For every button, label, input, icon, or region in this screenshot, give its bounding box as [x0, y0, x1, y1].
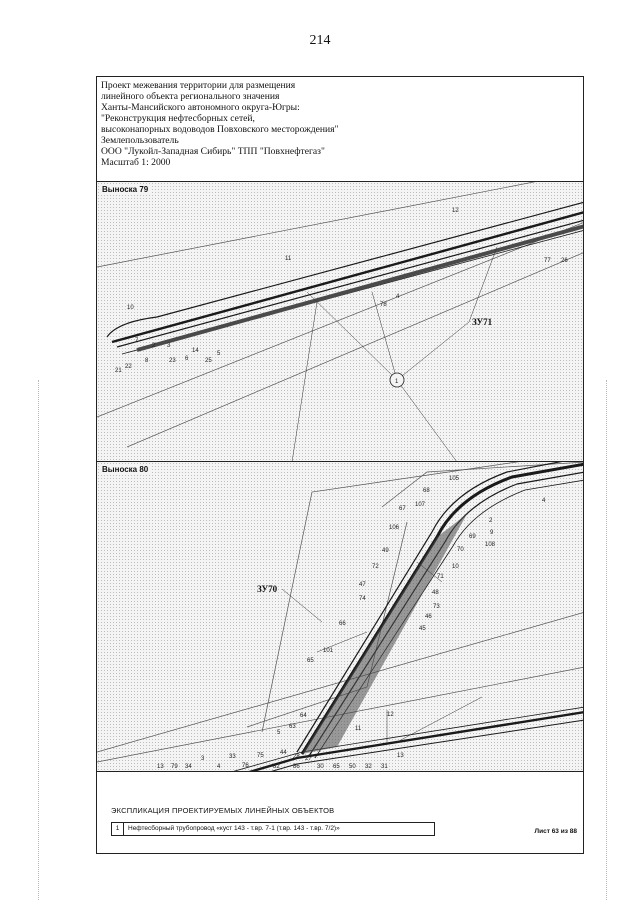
point-label: 21 [115, 368, 122, 374]
explication-title: ЭКСПЛИКАЦИЯ ПРОЕКТИРУЕМЫХ ЛИНЕЙНЫХ ОБЪЕКТОВ [111, 806, 335, 815]
point-label: 28 [293, 754, 300, 760]
point-label: 26 [561, 258, 568, 264]
point-label: 11 [355, 726, 362, 732]
point-label: 106 [389, 525, 400, 531]
point-label: 82 [273, 764, 280, 770]
point-label: 14 [192, 348, 199, 354]
callout-80-drawing [97, 462, 583, 772]
point-label: 9 [490, 530, 494, 536]
point-label: 75 [257, 753, 264, 759]
point-label: 5 [277, 730, 281, 736]
point-label: 7 [135, 338, 139, 344]
callout-79-drawing [97, 182, 583, 462]
point-label: 107 [415, 502, 426, 508]
scan-edge-right [606, 380, 607, 900]
point-label: 63 [289, 724, 296, 730]
point-label: 2 [489, 518, 493, 524]
scan-edge-left [38, 380, 39, 900]
node-label: 1 [395, 379, 399, 385]
point-label: 6 [185, 356, 189, 362]
point-label: 64 [300, 713, 307, 719]
point-label: 105 [449, 476, 460, 482]
point-label: 45 [419, 626, 426, 632]
point-label: 108 [485, 542, 496, 548]
point-label: 44 [280, 750, 287, 756]
point-label: 10 [127, 305, 134, 311]
point-label: 72 [372, 564, 379, 570]
point-label: 33 [229, 754, 236, 760]
explication-row-text: Нефтесборный трубопровод «куст 143 - т.вр. 7-1 (т.вр. 143 - т.вр. 7/2)» [128, 825, 340, 832]
point-label: 67 [399, 506, 406, 512]
title-line: "Реконструкция нефтесборных сетей, [101, 113, 255, 124]
title-block [97, 77, 583, 182]
point-label: 68 [423, 488, 430, 494]
point-label: 71 [437, 574, 444, 580]
point-label: 101 [323, 648, 334, 654]
point-label: 34 [185, 764, 192, 770]
point-label: 13 [397, 753, 404, 759]
land-user-name: ООО "Лукойл-Западная Сибирь" ТПП "Повхнефтегаз" [101, 146, 325, 157]
point-label: 73 [433, 604, 440, 610]
point-label: 4 [217, 764, 221, 770]
point-label: 4 [396, 294, 400, 300]
point-label: 3 [167, 343, 171, 349]
explication-section [97, 772, 583, 855]
point-label: 25 [205, 358, 212, 364]
point-label: 31 [381, 764, 388, 770]
point-label: 77 [544, 258, 551, 264]
point-label: 12 [452, 208, 459, 214]
explication-table [111, 822, 435, 836]
point-label: 8 [145, 358, 149, 364]
point-label: 74 [359, 596, 366, 602]
point-label: 65 [333, 764, 340, 770]
point-label: 46 [425, 614, 432, 620]
point-label: 78 [380, 302, 387, 308]
point-label: 23 [169, 358, 176, 364]
point-label: 12 [387, 712, 394, 718]
land-user-caption: Землепользователь [101, 135, 179, 146]
callout-panel-79 [97, 182, 583, 462]
scale-caption: Масштаб 1: 2000 [101, 157, 171, 168]
point-label: 2 [152, 343, 156, 349]
point-label: 47 [359, 582, 366, 588]
point-label: 4 [542, 498, 546, 504]
point-label: 76 [242, 763, 249, 769]
land-plot-label: ЗУ71 [472, 317, 493, 327]
title-line: Ханты-Мансийского автономного округа-Югры: [101, 102, 300, 113]
point-label: 65 [307, 658, 314, 664]
point-label: 69 [469, 534, 476, 540]
point-label: 79 [171, 764, 178, 770]
point-label: 49 [382, 548, 389, 554]
point-label: 27 [305, 756, 312, 762]
title-line: Проект межевания территории для размещения [101, 80, 296, 91]
point-label: 10 [452, 564, 459, 570]
point-label: 11 [285, 256, 292, 262]
point-label: 86 [293, 764, 300, 770]
point-label: 13 [157, 764, 164, 770]
title-line: линейного объекта регионального значения [101, 91, 280, 102]
point-label: 66 [339, 621, 346, 627]
point-label: 48 [432, 590, 439, 596]
point-label: 50 [349, 764, 356, 770]
point-label: 32 [365, 764, 372, 770]
page-number: 214 [309, 33, 331, 48]
callout-80-label: Выноска 80 [102, 465, 149, 474]
point-label: 70 [457, 547, 464, 553]
point-label: 3 [201, 756, 205, 762]
sheet-info: Лист 63 из 88 [534, 828, 577, 835]
point-label: 30 [317, 764, 324, 770]
explication-row-number: 1 [112, 823, 124, 835]
point-label: 22 [125, 364, 132, 370]
callout-79-label: Выноска 79 [102, 185, 149, 194]
drawing-sheet [96, 76, 584, 854]
point-label: 5 [217, 351, 221, 357]
callout-panel-80 [97, 462, 583, 772]
land-plot-label: ЗУ70 [257, 584, 278, 594]
title-line: высоконапорных водоводов Повховского месторождения" [101, 124, 339, 135]
